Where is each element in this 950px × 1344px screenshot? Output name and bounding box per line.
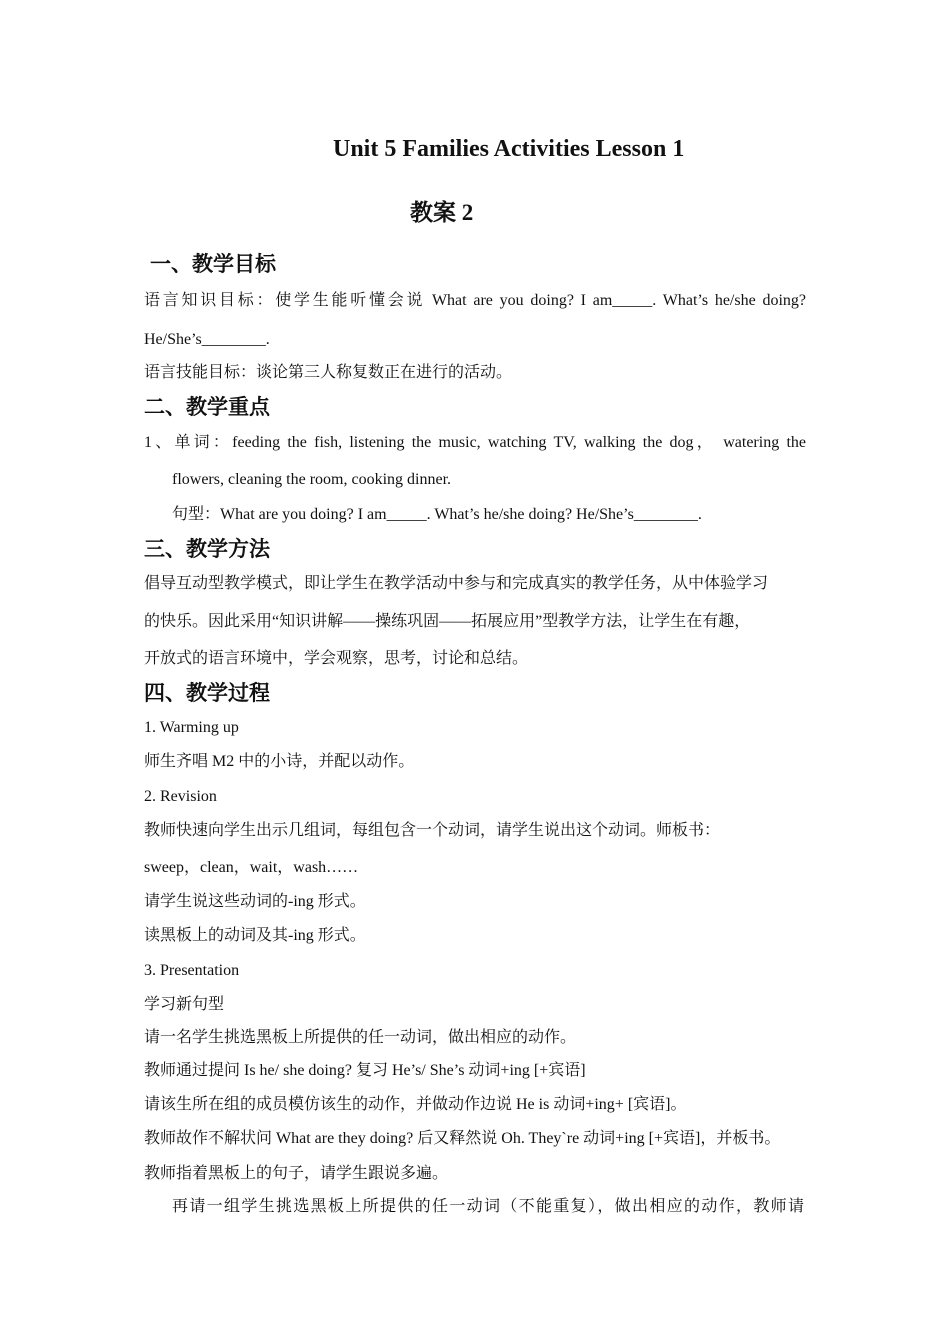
section-heading-key-points: 二、教学重点 [144, 395, 270, 419]
process-line: 师生齐唱 M2 中的小诗，并配以动作。 [144, 753, 415, 770]
method-line: 的快乐。因此采用“知识讲解——操练巩固——拓展应用”型教学方法，让学生在有趣， [144, 613, 751, 630]
process-line: 请该生所在组的成员模仿该生的动作，并做动作边说 He is 动词+ing+ [宾语]。 [144, 1096, 687, 1113]
process-line: 教师故作不解状问 What are they doing? 后又释然说 Oh. They`re 动词+ing [+宾语]，并板书。 [144, 1130, 781, 1147]
process-line: 请一名学生挑选黑板上所提供的任一动词，做出相应的动作。 [144, 1029, 577, 1046]
process-line: sweep，clean，wait，wash…… [144, 859, 359, 876]
document-subtitle: 教案 2 [410, 200, 474, 225]
key-point-line: 句型：What are you doing? I am_____. What’s he/she doing? He/She’s________. [172, 506, 702, 523]
method-line: 开放式的语言环境中，学会观察，思考，讨论和总结。 [144, 650, 529, 667]
process-line: 2. Revision [144, 788, 217, 805]
objective-line: 语言知识目标：使学生能听懂会说 What are you doing? I am_____. What’s he/she doing? [144, 292, 806, 309]
process-line: 教师指着黑板上的句子，请学生跟说多遍。 [144, 1165, 449, 1182]
process-line: 读黑板上的动词及其-ing 形式。 [144, 927, 366, 944]
process-line: 再请一组学生挑选黑板上所提供的任一动词（不能重复），做出相应的动作，教师请 [172, 1198, 804, 1215]
method-line: 倡导互动型教学模式，即让学生在教学活动中参与和完成真实的教学任务，从中体验学习 [144, 575, 769, 592]
process-line: 教师快速向学生出示几组词，每组包含一个动词，请学生说出这个动词。师板书： [144, 822, 721, 839]
process-line: 1. Warming up [144, 719, 239, 736]
section-heading-objectives: 一、教学目标 [150, 252, 276, 276]
key-point-line: flowers, cleaning the room, cooking dinner. [172, 471, 452, 488]
key-point-line: 1、单词：feeding the fish, listening the music, watching TV, walking the dog， watering the [144, 434, 806, 451]
process-line: 教师通过提问 Is he/ she doing? 复习 He’s/ She’s 动词+ing [+宾语] [144, 1062, 586, 1079]
document-title: Unit 5 Families Activities Lesson 1 [333, 136, 685, 162]
section-heading-process: 四、教学过程 [144, 681, 270, 705]
objective-line: He/She’s________. [144, 331, 270, 348]
process-line: 请学生说这些动词的-ing 形式。 [144, 893, 366, 910]
objective-line: 语言技能目标：谈论第三人称复数正在进行的活动。 [144, 364, 513, 381]
section-heading-methods: 三、教学方法 [144, 537, 270, 561]
process-line: 学习新句型 [144, 996, 225, 1013]
process-line: 3. Presentation [144, 962, 240, 979]
